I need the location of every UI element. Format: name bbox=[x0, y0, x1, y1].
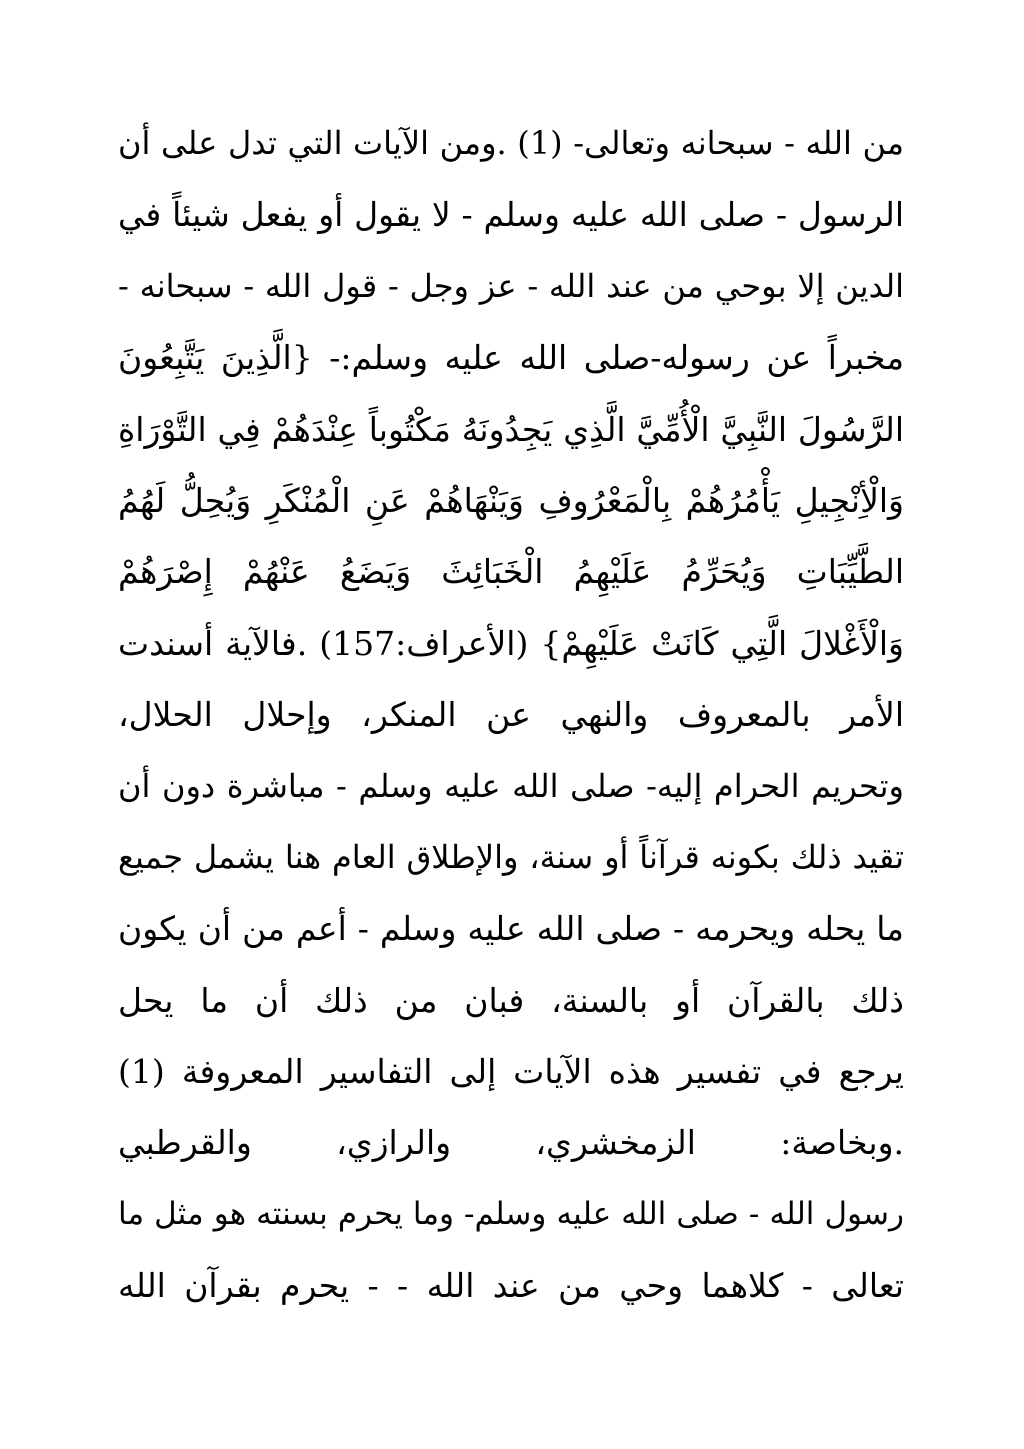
text-line-5: الرَّسُولَ النَّبِيَّ الْأُمِّيَّ الَّذِي يَجِدُونَهُ مَكْتُوباً عِنْدَهُمْ فِي التَّوْرَاةِ bbox=[118, 409, 904, 449]
text-line-12: ما يحله ويحرمه - صلى الله عليه وسلم - أعم من أن يكون bbox=[118, 909, 904, 949]
text-line-6: وَالْأِنْجِيلِ يَأْمُرُهُمْ بِالْمَعْرُوفِ وَيَنْهَاهُمْ عَنِ الْمُنْكَرِ وَيُحِلُّ لَهُمُ bbox=[118, 480, 904, 520]
text-line-10: وتحريم الحرام إليه- صلى الله عليه وسلم - مباشرة دون أن bbox=[118, 766, 904, 805]
arabic-text-body bbox=[118, 108, 904, 1322]
text-line-8: وَالْأَغْلالَ الَّتِي كَانَتْ عَلَيْهِمْ} (الأعراف:157) .فالآية أسندت bbox=[118, 623, 904, 663]
text-line-7: الطَّيِّبَاتِ وَيُحَرِّمُ عَلَيْهِمُ الْخَبَائِثَ وَيَضَعُ عَنْهُمْ إِصْرَهُمْ bbox=[118, 552, 904, 592]
text-line-2: الرسول - صلى الله عليه وسلم - لا يقول أو يفعل شيئاً في bbox=[118, 195, 904, 235]
text-line-13: ذلك بالقرآن أو بالسنة، فبان من ذلك أن ما يحل bbox=[118, 980, 904, 1020]
text-line-1: من الله - سبحانه وتعالى- (1) .ومن الآيات التي تدل على أن bbox=[118, 124, 904, 162]
text-line-17: تعالى - كلاهما وحي من عند الله - - يحرم بقرآن الله bbox=[118, 1266, 904, 1306]
text-line-11: تقيد ذلك بكونه قرآناً أو سنة، والإطلاق العام هنا يشمل جميع bbox=[118, 837, 904, 876]
text-line-15: .وبخاصة: الزمخشري، والرازي، والقرطبي bbox=[118, 1123, 904, 1163]
text-line-14: يرجع في تفسير هذه الآيات إلى التفاسير المعروفة (1) bbox=[118, 1052, 904, 1092]
text-line-9: الأمر بالمعروف والنهي عن المنكر، وإحلال الحلال، bbox=[118, 695, 904, 735]
text-line-16: رسول الله - صلى الله عليه وسلم- وما يحرم بسنته هو مثل ما bbox=[118, 1195, 904, 1232]
text-line-4: مخبراً عن رسوله-صلى الله عليه وسلم:- {الَّذِينَ يَتَّبِعُونَ bbox=[118, 338, 904, 378]
text-line-3: الدين إلا بوحي من عند الله - عز وجل - قول الله - سبحانه - bbox=[118, 266, 904, 305]
